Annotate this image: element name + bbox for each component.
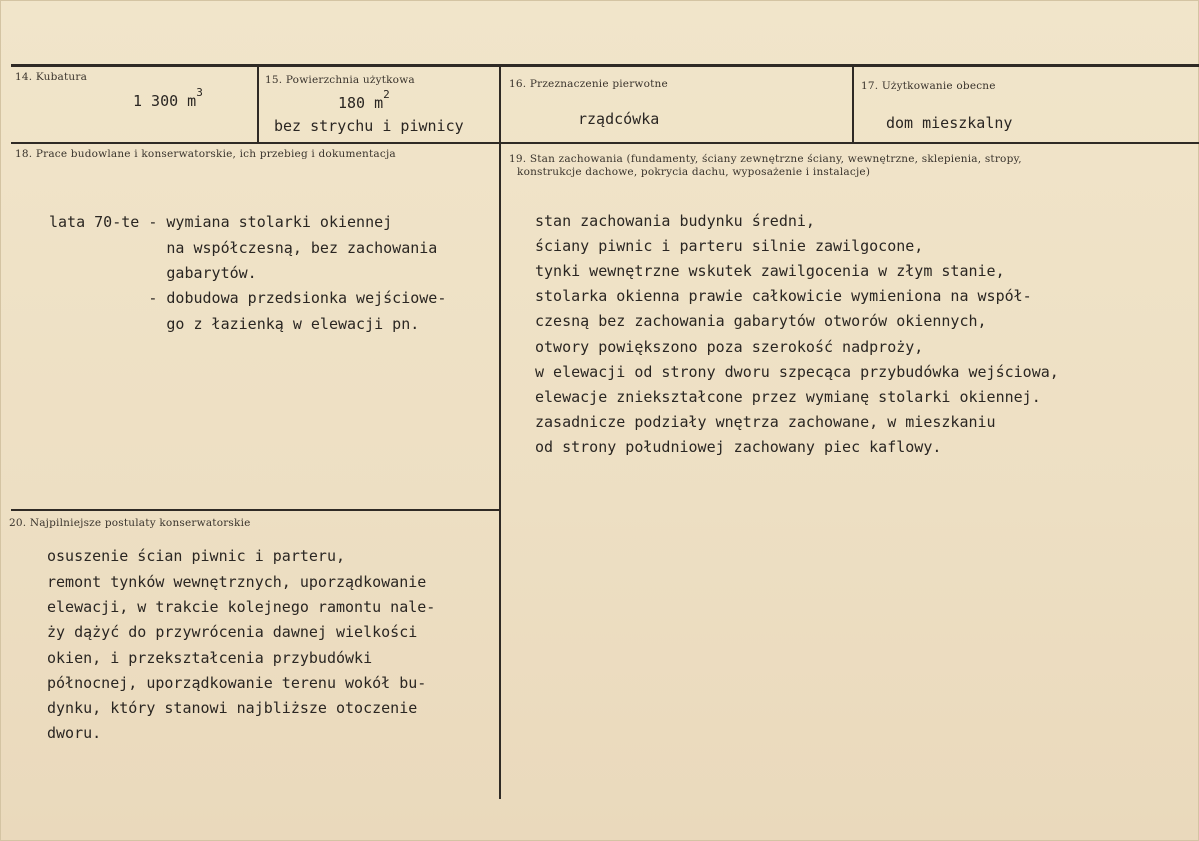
postulaty-line: ży dążyć do przywrócenia dawnej wielkości (47, 623, 418, 641)
stan-line: stolarka okienna prawie całkowicie wymieniona na współ- (535, 287, 1032, 305)
stan-line: czesną bez zachowania gabarytów otworów okiennych, (535, 312, 987, 330)
col-divider-2 (499, 67, 501, 799)
prace-line: go z łazienką w elewacji pn. (49, 315, 420, 333)
postulaty-line: dworu. (47, 724, 102, 742)
stan-line: stan zachowania budynku średni, (535, 212, 815, 230)
stan-line: od strony południowej zachowany piec kaflowy. (535, 438, 942, 456)
postulaty-line: dynku, który stanowi najbliższe otoczenie (47, 699, 418, 717)
stan-line: w elewacji od strony dworu szpecąca przybudówka wejściowa, (535, 363, 1059, 381)
col-divider-1 (257, 67, 259, 143)
prace-line: na współczesną, bez zachowania (49, 239, 438, 257)
powierzchnia-note: bez strychu i piwnicy (274, 117, 464, 135)
postulaty-line: osuszenie ścian piwnic i parteru, (47, 547, 346, 565)
kubatura-label: 14. Kubatura (15, 71, 88, 83)
postulaty-line: elewacji, w trakcie kolejnego ramontu nale- (47, 598, 436, 616)
powierzchnia-label: 15. Powierzchnia użytkowa (265, 74, 415, 86)
przeznaczenie-label: 16. Przeznaczenie pierwotne (509, 78, 668, 90)
powierzchnia-unit-sup: 2 (383, 88, 390, 101)
uzytkowanie-value: dom mieszkalny (886, 114, 1013, 132)
powierzchnia-value: 180 $m^2$ (338, 88, 390, 112)
stan-label: 19. Stan zachowania (fundamenty, ściany zewnętrzne ściany, wewnętrzne, sklepienia, stropy, (509, 153, 1022, 165)
uzytkowanie-label: 17. Użytkowanie obecne (861, 80, 996, 92)
stan-line: elewacje zniekształcone przez wymianę stolarki okiennej. (535, 388, 1041, 406)
prace-label: 18. Prace budowlane i konserwatorskie, ich przebieg i dokumentacja (15, 148, 396, 160)
kubatura-unit-sup: 3 (196, 86, 203, 99)
row-rule-1 (11, 142, 1199, 144)
col-divider-3 (852, 67, 854, 143)
stan-line: otwory powiększono poza szerokość nadproży, (535, 338, 924, 356)
stan-line: zasadnicze podziały wnętrza zachowane, w mieszkaniu (535, 413, 996, 431)
przeznaczenie-value: rządcówka (578, 110, 660, 128)
row-rule-2 (11, 509, 499, 511)
kubatura-value: 1 300 $m^3$ (133, 86, 203, 110)
prace-line: - dobudowa przedsionka wejściowe- (49, 289, 447, 307)
stan-line: ściany piwnic i parteru silnie zawilgocone, (535, 237, 924, 255)
prace-line: gabarytów. (49, 264, 257, 282)
stan-label-cont: konstrukcje dachowe, pokrycia dachu, wyposażenie i instalacje) (517, 166, 871, 178)
postulaty-line: okien, i przekształcenia przybudówki (47, 649, 373, 667)
stan-line: tynki wewnętrzne wskutek zawilgocenia w złym stanie, (535, 262, 1005, 280)
top-rule (11, 64, 1199, 67)
postulaty-line: remont tynków wewnętrznych, uporządkowanie (47, 573, 427, 591)
postulaty-label: 20. Najpilniejsze postulaty konserwatorskie (9, 517, 251, 529)
postulaty-line: północnej, uporządkowanie terenu wokół bu- (47, 674, 427, 692)
prace-line: lata 70-te - wymiana stolarki okiennej (49, 213, 393, 231)
